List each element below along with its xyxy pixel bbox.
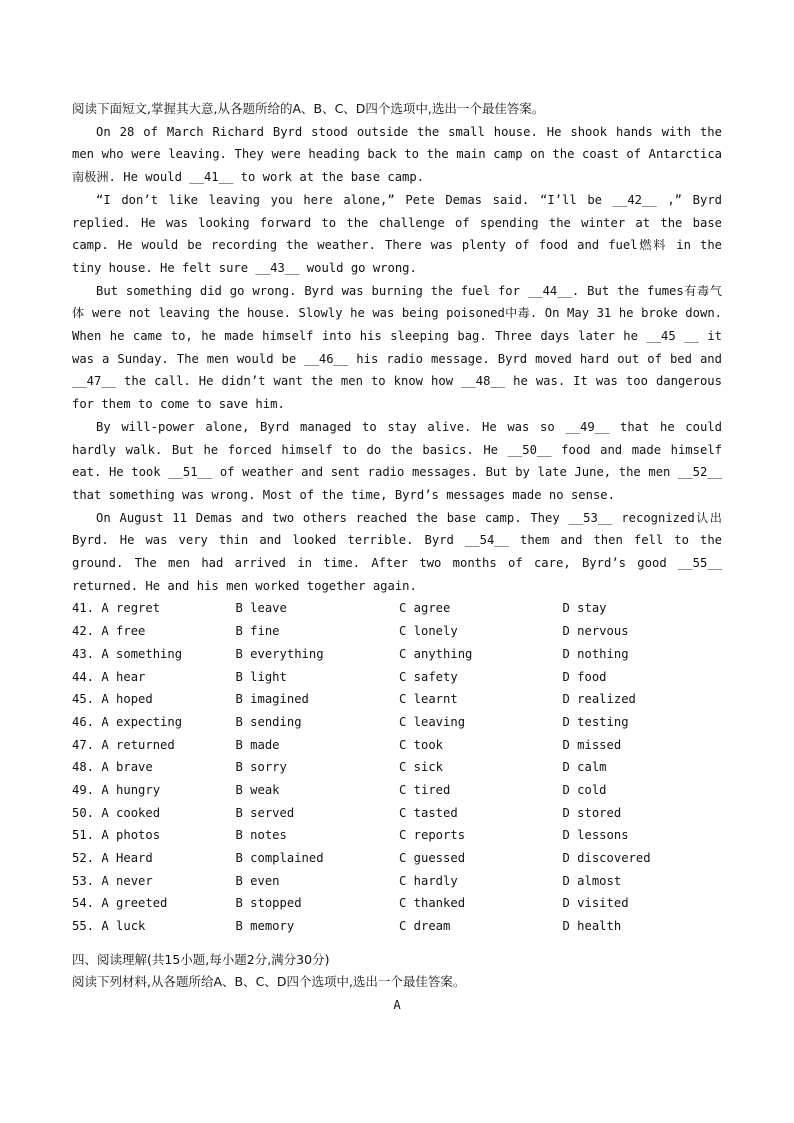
option-a bbox=[72, 620, 236, 643]
option-a-text: A Heard bbox=[101, 851, 153, 866]
option-b: B even bbox=[235, 873, 280, 888]
passage-paragraph-5: On August 11 Demas and two others reached the base camp. They __53__ recognized认出 Byrd. He was very thin and looked terrible. Byrd __54__ them and then fell to the ground. The men had arrived in time. After two months of care, Byrd’s good __55__ returned. He and his men worked together again. bbox=[72, 510, 722, 593]
option-c: C tasted bbox=[399, 805, 458, 820]
option-row bbox=[72, 892, 722, 915]
option-a bbox=[72, 892, 236, 915]
option-c: C learnt bbox=[399, 692, 458, 707]
option-b: B light bbox=[235, 669, 287, 684]
option-d: D cold bbox=[562, 782, 607, 797]
option-b: B memory bbox=[235, 919, 295, 934]
option-c: C took bbox=[399, 737, 444, 752]
option-c: C agree bbox=[399, 601, 451, 616]
option-a-text: A returned bbox=[101, 737, 175, 752]
option-a-text: A hear bbox=[101, 669, 146, 684]
option-d: D missed bbox=[562, 737, 622, 752]
option-a bbox=[72, 779, 236, 802]
question-number: 50. bbox=[72, 805, 95, 820]
option-a bbox=[72, 870, 236, 893]
option-a bbox=[72, 847, 236, 870]
option-d: D testing bbox=[562, 714, 629, 729]
option-a-text: A brave bbox=[101, 760, 153, 775]
section-title: 四、阅读理解(共15小题,每小题2分,满分30分) bbox=[72, 951, 330, 967]
option-b: B imagined bbox=[235, 692, 309, 707]
option-c: C dream bbox=[399, 919, 451, 934]
option-b: B complained bbox=[235, 851, 324, 866]
option-b: B sending bbox=[235, 714, 302, 729]
option-row bbox=[72, 802, 722, 825]
option-d: D visited bbox=[562, 896, 629, 911]
option-row bbox=[72, 756, 722, 779]
option-d: D stored bbox=[562, 805, 622, 820]
option-a-text: A photos bbox=[101, 828, 161, 843]
question-number: 55. bbox=[72, 919, 95, 934]
question-number: 53. bbox=[72, 873, 95, 888]
option-c: C leaving bbox=[399, 714, 466, 729]
option-row bbox=[72, 620, 722, 643]
option-a-text: A never bbox=[101, 873, 153, 888]
document-page bbox=[72, 98, 722, 1017]
option-row bbox=[72, 643, 722, 666]
option-a-text: A greeted bbox=[101, 896, 168, 911]
option-a bbox=[72, 597, 236, 620]
option-a bbox=[72, 756, 236, 779]
option-a-text: A free bbox=[101, 624, 146, 639]
option-a bbox=[72, 915, 236, 938]
option-row bbox=[72, 666, 722, 689]
passage-paragraph-1: On 28 of March Richard Byrd stood outside the small house. He shook hands with the men who were leaving. They were heading back to the main camp on the coast of Antarctica南极洲. He would __41__ to work at the base camp. bbox=[72, 124, 722, 185]
passage-label: A bbox=[393, 998, 401, 1013]
option-a bbox=[72, 688, 236, 711]
option-d: D calm bbox=[562, 760, 607, 775]
option-d: D realized bbox=[562, 692, 636, 707]
option-b: B fine bbox=[235, 624, 280, 639]
option-a-text: A expecting bbox=[101, 714, 183, 729]
option-a-text: A regret bbox=[101, 601, 161, 616]
option-d: D discovered bbox=[562, 851, 651, 866]
option-a bbox=[72, 734, 236, 757]
option-row bbox=[72, 711, 722, 734]
option-b: B sorry bbox=[235, 760, 287, 775]
option-row bbox=[72, 847, 722, 870]
option-c: C safety bbox=[399, 669, 458, 684]
option-d: D nothing bbox=[562, 646, 629, 661]
option-a bbox=[72, 824, 236, 847]
option-c: C reports bbox=[399, 828, 466, 843]
option-b: B weak bbox=[235, 782, 280, 797]
question-number: 47. bbox=[72, 737, 95, 752]
option-a bbox=[72, 802, 236, 825]
option-a-text: A hungry bbox=[101, 782, 161, 797]
option-row bbox=[72, 779, 722, 802]
cloze-passage bbox=[72, 121, 722, 598]
question-number: 51. bbox=[72, 828, 95, 843]
option-row bbox=[72, 824, 722, 847]
question-number: 42. bbox=[72, 624, 95, 639]
option-b: B everything bbox=[235, 646, 324, 661]
question-number: 52. bbox=[72, 851, 95, 866]
option-a bbox=[72, 711, 236, 734]
question-number: 48. bbox=[72, 760, 95, 775]
option-row bbox=[72, 915, 722, 938]
option-row bbox=[72, 734, 722, 757]
option-c: C tired bbox=[399, 782, 451, 797]
option-b: B notes bbox=[235, 828, 287, 843]
options-list bbox=[72, 597, 722, 937]
reading-section bbox=[72, 949, 722, 1017]
question-number: 54. bbox=[72, 896, 95, 911]
question-number: 45. bbox=[72, 692, 95, 707]
option-b: B served bbox=[235, 805, 295, 820]
option-d: D health bbox=[562, 919, 622, 934]
option-c: C lonely bbox=[399, 624, 458, 639]
option-a bbox=[72, 643, 236, 666]
option-a-text: A something bbox=[101, 646, 183, 661]
question-number: 44. bbox=[72, 669, 95, 684]
option-d: D lessons bbox=[562, 828, 629, 843]
option-b: B made bbox=[235, 737, 280, 752]
option-b: B stopped bbox=[235, 896, 302, 911]
option-a-text: A luck bbox=[101, 919, 146, 934]
option-a bbox=[72, 666, 236, 689]
option-c: C anything bbox=[399, 646, 473, 661]
passage-paragraph-2: “I don’t like leaving you here alone,” Pete Demas said. “I’ll be __42__ ,” Byrd replied. He was looking forward to the challenge of spending the winter at the base camp. He would be recording the weather. There was plenty of food and fuel燃料 in the tiny house. He felt sure __43__ would go wrong. bbox=[72, 192, 722, 275]
question-number: 41. bbox=[72, 601, 95, 616]
option-c: C sick bbox=[399, 760, 444, 775]
option-row bbox=[72, 870, 722, 893]
option-row bbox=[72, 597, 722, 620]
option-a-text: A cooked bbox=[101, 805, 161, 820]
passage-paragraph-3: But something did go wrong. Byrd was burning the fuel for __44__. But the fumes有毒气体 were not leaving the house. Slowly he was being poisoned中毒. On May 31 he broke down. When he came to, he made himself into his sleeping bag. Three days later he __45 __ it was a Sunday. The men would be __46__ his radio message. Byrd moved hard out of bed and __47__ the call. He didn’t want the men to know how __48__ he was. It was too dangerous for them to come to save him. bbox=[72, 283, 722, 412]
passage-paragraph-4: By will-power alone, Byrd managed to stay alive. He was so __49__ that he could hardly walk. But he forced himself to do the basics. He __50__ food and made himself eat. He took __51__ of weather and sent radio messages. But by late June, the men __52__ that something was wrong. Most of the time, Byrd’s messages made no sense. bbox=[72, 419, 722, 502]
question-number: 49. bbox=[72, 782, 95, 797]
cloze-instruction: 阅读下面短文,掌握其大意,从各题所给的A、B、C、D四个选项中,选出一个最佳答案。 bbox=[72, 101, 545, 116]
option-b: B leave bbox=[235, 601, 287, 616]
question-number: 46. bbox=[72, 714, 95, 729]
option-c: C thanked bbox=[399, 896, 466, 911]
question-number: 43. bbox=[72, 646, 95, 661]
option-d: D almost bbox=[562, 873, 622, 888]
option-a-text: A hoped bbox=[101, 692, 153, 707]
option-c: C hardly bbox=[399, 873, 458, 888]
option-d: D stay bbox=[562, 601, 607, 616]
section-instruction: 阅读下列材料,从各题所给A、B、C、D四个选项中,选出一个最佳答案。 bbox=[72, 974, 466, 990]
option-d: D food bbox=[562, 669, 607, 684]
option-d: D nervous bbox=[562, 624, 629, 639]
option-row bbox=[72, 688, 722, 711]
option-c: C guessed bbox=[399, 851, 466, 866]
